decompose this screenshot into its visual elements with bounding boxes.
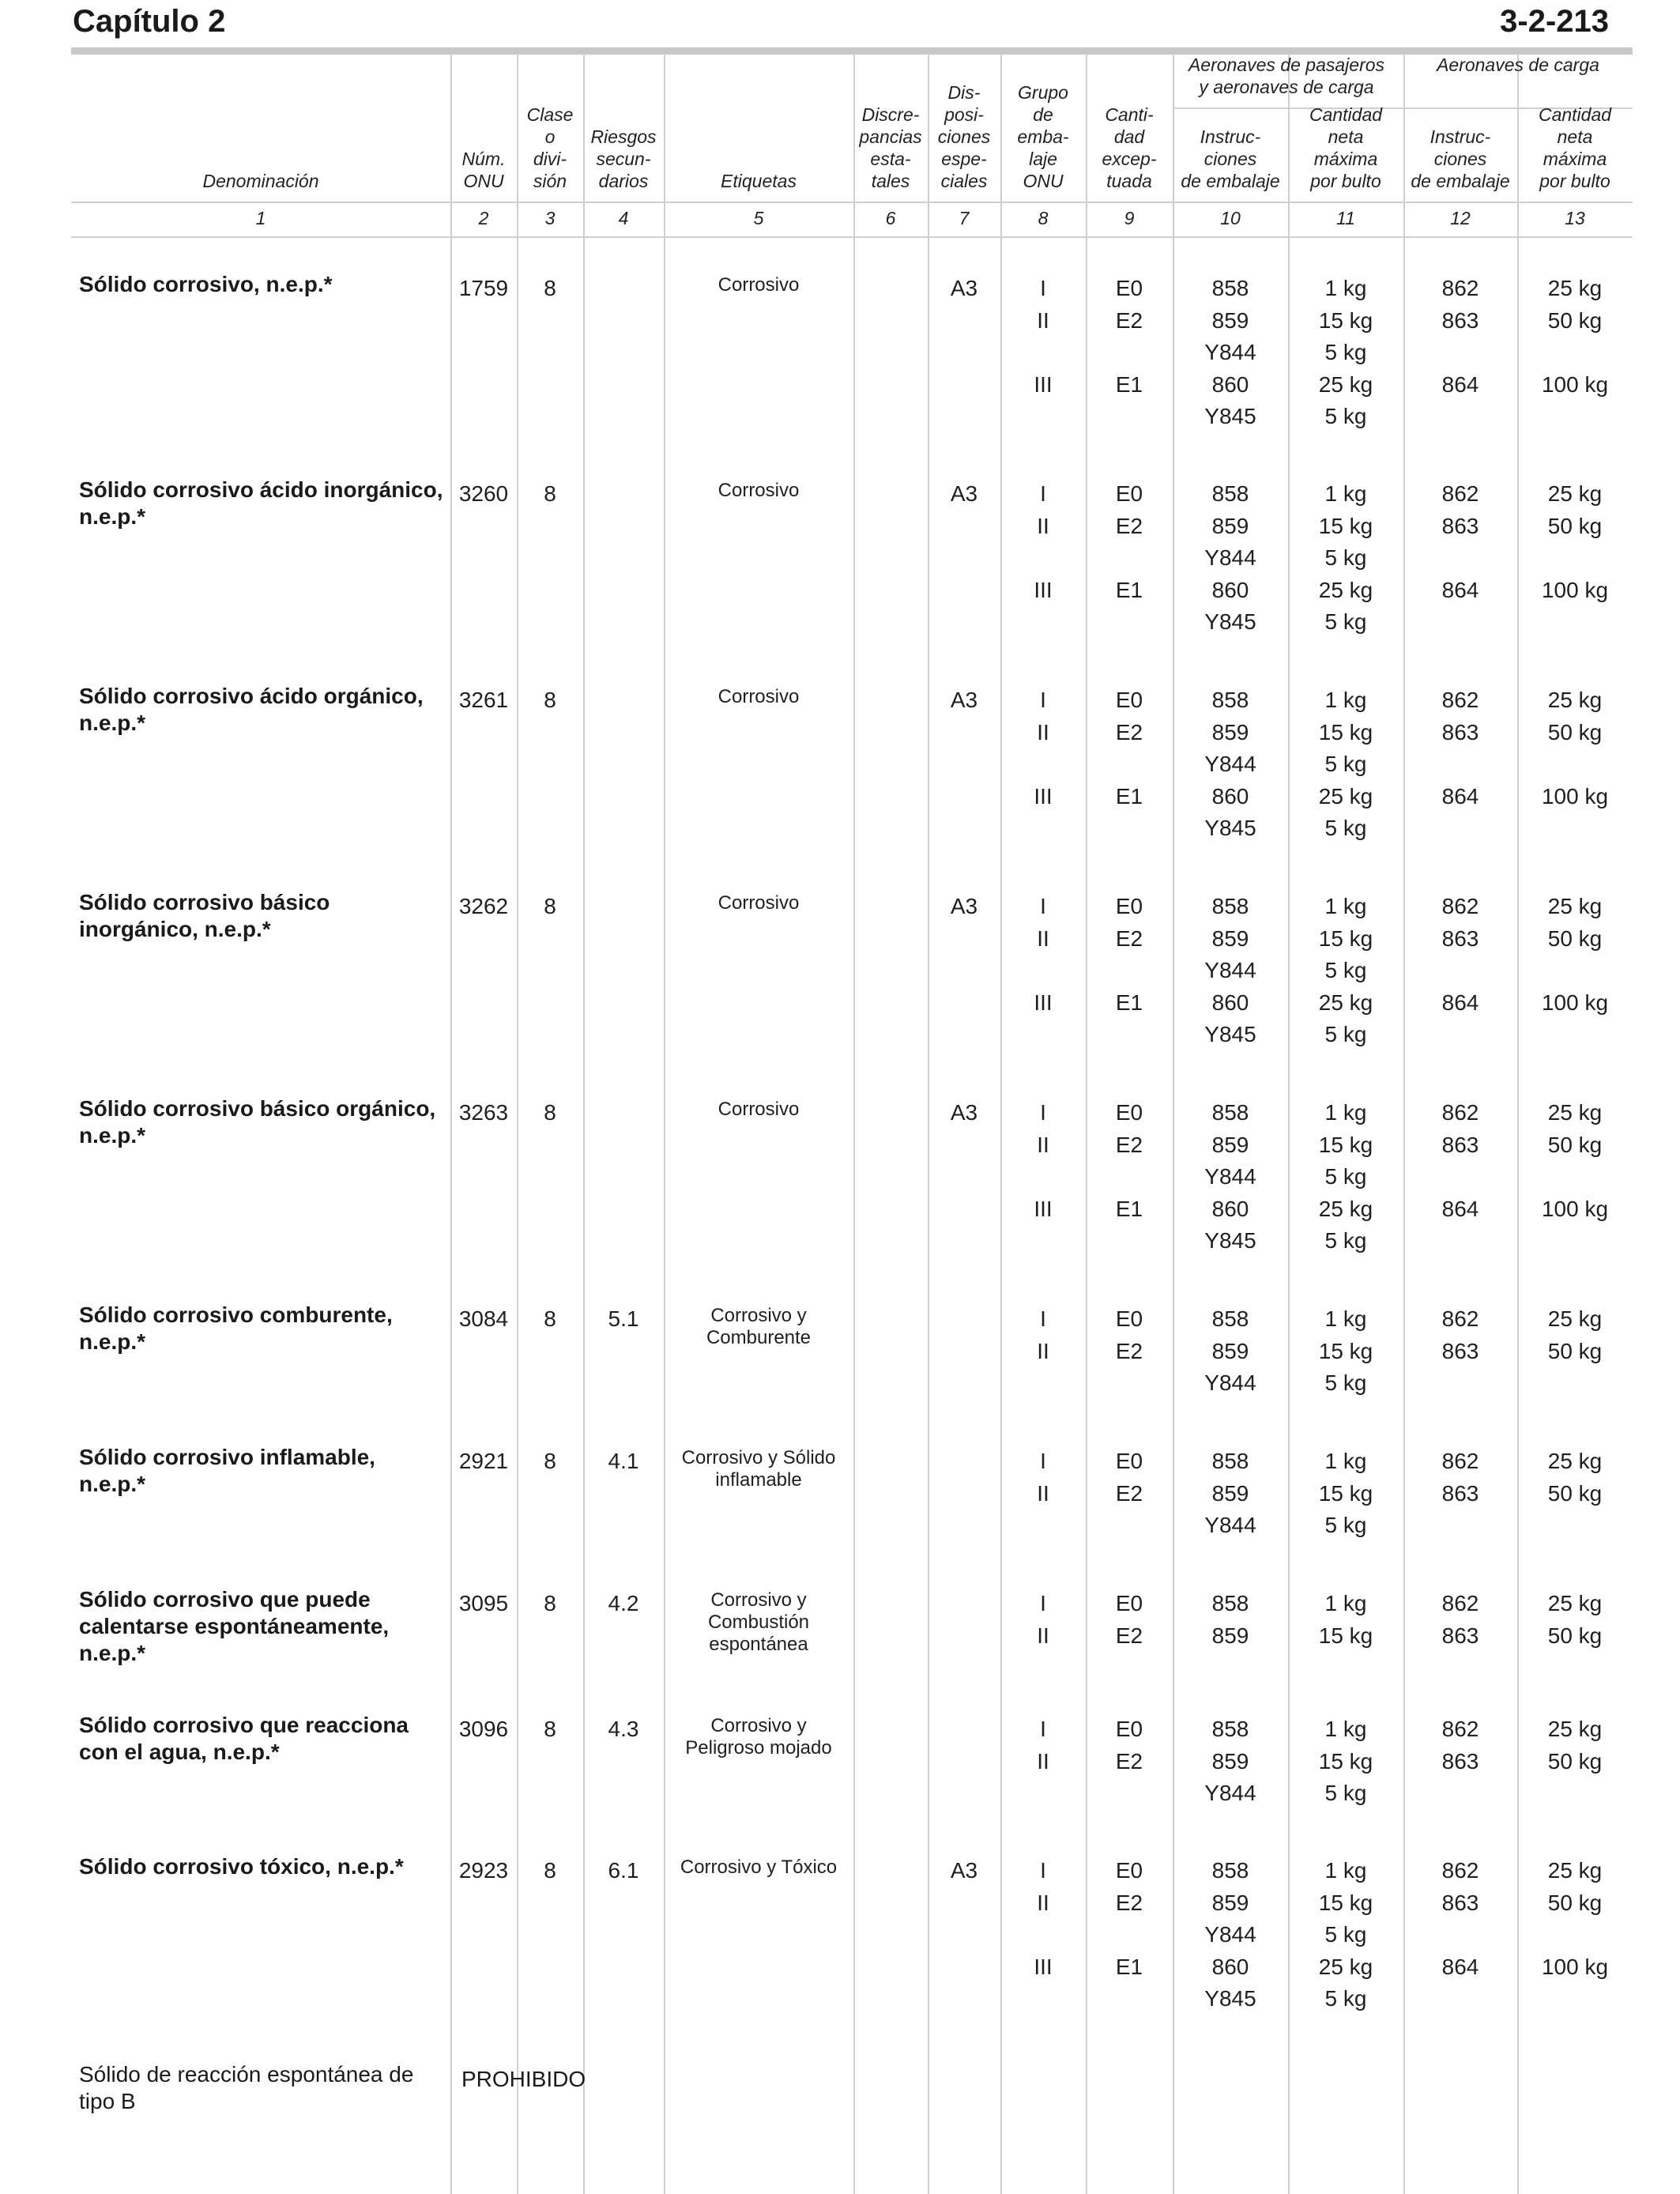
pax-packing-instruction: 858 859 Y844 860 Y845 xyxy=(1204,688,1256,841)
pax-packing-instruction: 858 859 Y844 xyxy=(1204,1449,1256,1538)
special-provision: A3 xyxy=(950,894,978,918)
un-number: 3263 xyxy=(458,1100,509,1125)
cao-max-quantity: 25 kg 50 kg 100 kg xyxy=(1541,481,1609,602)
column-number: 3 xyxy=(544,208,556,228)
un-number: 2921 xyxy=(458,1449,509,1473)
pax-packing-instruction: 858 859 Y844 xyxy=(1204,1717,1256,1806)
entry-name: Sólido corrosivo tóxico, n.e.p.* xyxy=(79,1854,404,1879)
class-division: 8 xyxy=(544,276,556,300)
packing-group: I II III xyxy=(1034,688,1053,809)
cao-max-quantity: 25 kg 50 kg xyxy=(1547,1591,1603,1648)
entry-name: Sólido corrosivo básico orgánico, n.e.p.* xyxy=(79,1096,436,1148)
hazard-labels: Corrosivo xyxy=(718,1099,800,1120)
un-number: 3095 xyxy=(458,1591,509,1615)
pax-packing-instruction: 858 859 Y844 xyxy=(1204,1306,1256,1396)
packing-group: I II xyxy=(1037,1591,1049,1648)
pax-packing-instruction: 858 859 Y844 860 Y845 xyxy=(1204,894,1256,1047)
un-number: 3260 xyxy=(458,481,509,506)
class-division: 8 xyxy=(544,894,556,918)
cao-max-quantity: 25 kg 50 kg 100 kg xyxy=(1541,894,1609,1015)
un-number: 3084 xyxy=(458,1306,509,1331)
forbidden-entry-name: Sólido de reacción espontánea de tipo B xyxy=(79,2062,414,2113)
entry-name: Sólido corrosivo ácido inorgánico, n.e.p.* xyxy=(79,477,443,529)
column-header: Discre- pancias esta- tales xyxy=(859,104,922,191)
entry-name: Sólido corrosivo, n.e.p.* xyxy=(79,272,333,296)
class-division: 8 xyxy=(544,481,556,506)
special-provision: A3 xyxy=(950,481,978,506)
column-number: 7 xyxy=(959,208,970,228)
special-provision: A3 xyxy=(950,1858,978,1883)
column-divider xyxy=(853,55,855,2194)
class-division: 8 xyxy=(544,1717,556,1741)
class-division: 8 xyxy=(544,1591,556,1615)
pax-max-quantity: 1 kg 15 kg 5 kg xyxy=(1318,1449,1373,1538)
cao-max-quantity: 25 kg 50 kg 100 kg xyxy=(1541,688,1609,809)
un-number: 3096 xyxy=(458,1717,509,1741)
cao-packing-instruction: 862 863 864 xyxy=(1441,894,1479,1015)
forbidden-status: PROHIBIDO xyxy=(461,2067,586,2091)
packing-group: I II III xyxy=(1034,894,1053,1015)
hazard-labels: Corrosivo y Comburente xyxy=(706,1305,812,1348)
cao-packing-instruction: 862 863 864 xyxy=(1441,1858,1479,1979)
column-header: Cantidad neta máxima por bulto xyxy=(1538,104,1612,191)
entry-name: Sólido corrosivo ácido orgánico, n.e.p.* xyxy=(79,684,424,735)
packing-group: I II III xyxy=(1034,276,1053,397)
class-division: 8 xyxy=(544,1858,556,1883)
excepted-quantity: E0 E2 E1 xyxy=(1115,481,1143,602)
entry-name: Sólido corrosivo básico inorgánico, n.e.p.* xyxy=(79,890,330,941)
column-number: 9 xyxy=(1124,208,1135,228)
excepted-quantity: E0 E2 xyxy=(1115,1306,1143,1363)
entry-name: Sólido corrosivo que puede calentarse espontáneamente, n.e.p.* xyxy=(79,1587,390,1665)
group-header-cargo: Aeronaves de carga xyxy=(1437,55,1599,75)
page-number: 3-2-213 xyxy=(1500,4,1609,39)
special-provision: A3 xyxy=(950,276,978,300)
column-header: Clase o divi- sión xyxy=(526,104,574,191)
packing-group: I II III xyxy=(1034,1100,1053,1221)
cao-packing-instruction: 862 863 xyxy=(1441,1449,1479,1506)
column-number: 11 xyxy=(1336,208,1355,228)
un-number: 3261 xyxy=(458,688,509,712)
pax-max-quantity: 1 kg 15 kg xyxy=(1318,1591,1373,1648)
cao-max-quantity: 25 kg 50 kg xyxy=(1547,1449,1603,1506)
excepted-quantity: E0 E2 E1 xyxy=(1115,894,1143,1015)
pax-packing-instruction: 858 859 Y844 860 Y845 xyxy=(1204,1100,1256,1253)
packing-group: I II III xyxy=(1034,1858,1053,1979)
hazard-labels: Corrosivo xyxy=(718,892,800,914)
un-number: 1759 xyxy=(458,276,509,300)
excepted-quantity: E0 E2 E1 xyxy=(1115,1100,1143,1221)
column-number: 6 xyxy=(885,208,896,228)
entry-name: Sólido corrosivo comburente, n.e.p.* xyxy=(79,1302,393,1354)
cao-packing-instruction: 862 863 864 xyxy=(1441,481,1479,602)
special-provision: A3 xyxy=(950,1100,978,1125)
pax-packing-instruction: 858 859 xyxy=(1211,1591,1249,1648)
subsidiary-risk: 4.2 xyxy=(608,1591,639,1615)
header-bottom-rule xyxy=(71,202,1633,203)
packing-group: I II xyxy=(1037,1449,1049,1506)
column-number: 8 xyxy=(1038,208,1049,228)
column-header: Dis- posi- ciones espe- ciales xyxy=(937,82,991,191)
column-number: 5 xyxy=(753,208,764,228)
column-number: 1 xyxy=(255,208,266,228)
excepted-quantity: E0 E2 xyxy=(1115,1717,1143,1774)
column-header: Instruc- ciones de embalaje xyxy=(1181,126,1280,191)
packing-group: I II xyxy=(1037,1717,1049,1774)
cao-packing-instruction: 862 863 864 xyxy=(1441,688,1479,809)
excepted-quantity: E0 E2 E1 xyxy=(1115,688,1143,809)
pax-max-quantity: 1 kg 15 kg 5 kg xyxy=(1318,1306,1373,1396)
group-header-passenger: Aeronaves de pasajeros y aeronaves de carga xyxy=(1188,55,1385,97)
hazard-labels: Corrosivo y Combustión espontánea xyxy=(707,1589,810,1655)
pax-max-quantity: 1 kg 15 kg 5 kg 25 kg 5 kg xyxy=(1318,481,1373,635)
cao-packing-instruction: 862 863 xyxy=(1441,1717,1479,1774)
packing-group: I II xyxy=(1037,1306,1049,1363)
pax-packing-instruction: 858 859 Y844 860 Y845 xyxy=(1204,481,1256,635)
class-division: 8 xyxy=(544,1100,556,1125)
cao-packing-instruction: 862 863 xyxy=(1441,1591,1479,1648)
cao-max-quantity: 25 kg 50 kg 100 kg xyxy=(1541,1100,1609,1221)
cao-max-quantity: 25 kg 50 kg 100 kg xyxy=(1541,1858,1609,1979)
column-number: 4 xyxy=(618,208,629,228)
chapter-title: Capítulo 2 xyxy=(73,4,226,39)
column-header: Riesgos secun- darios xyxy=(590,126,657,191)
un-number: 3262 xyxy=(458,894,509,918)
class-division: 8 xyxy=(544,1306,556,1331)
column-number-rule xyxy=(71,236,1633,238)
column-header: Instruc- ciones de embalaje xyxy=(1411,126,1510,191)
column-number: 10 xyxy=(1220,208,1241,228)
hazard-labels: Corrosivo xyxy=(718,480,800,501)
excepted-quantity: E0 E2 xyxy=(1115,1591,1143,1648)
excepted-quantity: E0 E2 xyxy=(1115,1449,1143,1506)
pax-max-quantity: 1 kg 15 kg 5 kg 25 kg 5 kg xyxy=(1318,276,1373,429)
column-number: 12 xyxy=(1450,208,1471,228)
pax-max-quantity: 1 kg 15 kg 5 kg 25 kg 5 kg xyxy=(1318,1858,1373,2011)
pax-max-quantity: 1 kg 15 kg 5 kg 25 kg 5 kg xyxy=(1318,894,1373,1047)
cao-max-quantity: 25 kg 50 kg xyxy=(1547,1306,1603,1363)
class-division: 8 xyxy=(544,688,556,712)
cao-packing-instruction: 862 863 864 xyxy=(1441,276,1479,397)
subsidiary-risk: 6.1 xyxy=(608,1858,639,1883)
column-header: Denominación xyxy=(202,171,319,191)
cao-packing-instruction: 862 863 xyxy=(1441,1306,1479,1363)
hazard-labels: Corrosivo y Peligroso mojado xyxy=(685,1715,832,1759)
cao-max-quantity: 25 kg 50 kg xyxy=(1547,1717,1603,1774)
pax-packing-instruction: 858 859 Y844 860 Y845 xyxy=(1204,276,1256,429)
column-header: Canti- dad excep- tuada xyxy=(1102,104,1157,191)
pax-max-quantity: 1 kg 15 kg 5 kg 25 kg 5 kg xyxy=(1318,1100,1373,1253)
hazard-labels: Corrosivo y Sólido inflamable xyxy=(681,1447,836,1491)
pax-max-quantity: 1 kg 15 kg 5 kg 25 kg 5 kg xyxy=(1318,688,1373,841)
column-header: Etiquetas xyxy=(721,171,797,191)
cao-packing-instruction: 862 863 864 xyxy=(1441,1100,1479,1221)
column-header: Núm. ONU xyxy=(461,149,506,191)
packing-group: I II III xyxy=(1034,481,1053,602)
subsidiary-risk: 4.3 xyxy=(608,1717,639,1741)
pax-packing-instruction: 858 859 Y844 860 Y845 xyxy=(1204,1858,1256,2011)
pax-max-quantity: 1 kg 15 kg 5 kg xyxy=(1318,1717,1373,1806)
column-header: Grupo de emba- laje ONU xyxy=(1017,82,1069,191)
column-header: Cantidad neta máxima por bulto xyxy=(1309,104,1383,191)
column-number: 2 xyxy=(478,208,489,228)
hazard-labels: Corrosivo y Tóxico xyxy=(680,1857,838,1878)
hazard-labels: Corrosivo xyxy=(718,686,800,707)
excepted-quantity: E0 E2 E1 xyxy=(1115,276,1143,397)
hazard-labels: Corrosivo xyxy=(718,274,800,296)
cao-max-quantity: 25 kg 50 kg 100 kg xyxy=(1541,276,1609,397)
entry-name: Sólido corrosivo inflamable, n.e.p.* xyxy=(79,1445,375,1496)
subsidiary-risk: 5.1 xyxy=(608,1306,639,1331)
special-provision: A3 xyxy=(950,688,978,712)
entry-name: Sólido corrosivo que reacciona con el agua, n.e.p.* xyxy=(79,1713,409,1764)
un-number: 2923 xyxy=(458,1858,509,1883)
column-number: 13 xyxy=(1565,208,1585,228)
subsidiary-risk: 4.1 xyxy=(608,1449,639,1473)
excepted-quantity: E0 E2 E1 xyxy=(1115,1858,1143,1979)
class-division: 8 xyxy=(544,1449,556,1473)
